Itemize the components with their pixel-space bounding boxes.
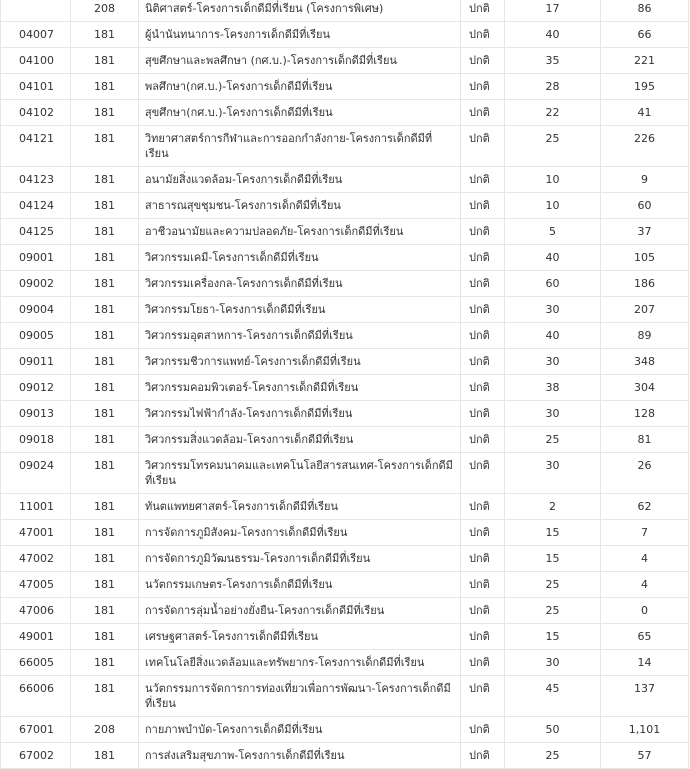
program-code-cell: 09004 (1, 297, 71, 323)
table-row (1, 167, 689, 193)
program-name-cell: วิศวกรรมโยธา-โครงการเด็กดีมีที่เรียน (139, 297, 461, 323)
program-type-cell: ปกติ (461, 494, 505, 520)
program-code-cell: 04121 (1, 126, 71, 167)
criteria-code-cell: 181 (71, 676, 139, 717)
quota-cell: 10 (505, 167, 601, 193)
program-code-cell: 04101 (1, 74, 71, 100)
program-type-cell: ปกติ (461, 401, 505, 427)
criteria-code-cell: 181 (71, 219, 139, 245)
program-type-cell: ปกติ (461, 297, 505, 323)
program-type-cell: ปกติ (461, 349, 505, 375)
table-row (1, 74, 689, 100)
table-row (1, 0, 689, 22)
table-row (1, 598, 689, 624)
program-type-cell: ปกติ (461, 375, 505, 401)
program-type-cell: ปกติ (461, 48, 505, 74)
program-type-cell: ปกติ (461, 427, 505, 453)
quota-cell: 25 (505, 743, 601, 769)
table-row (1, 427, 689, 453)
applicants-cell: 304 (601, 375, 689, 401)
program-name-cell: อนามัยสิ่งแวดล้อม-โครงการเด็กดีมีที่เรียน (139, 167, 461, 193)
quota-cell: 17 (505, 0, 601, 22)
applicants-cell: 89 (601, 323, 689, 349)
table-row (1, 126, 689, 167)
quota-cell: 30 (505, 297, 601, 323)
program-type-cell: ปกติ (461, 126, 505, 167)
program-type-cell: ปกติ (461, 650, 505, 676)
program-type-cell: ปกติ (461, 22, 505, 48)
criteria-code-cell: 181 (71, 100, 139, 126)
program-name-cell: สุขศึกษา(กศ.บ.)-โครงการเด็กดีมีที่เรียน (139, 100, 461, 126)
program-name-cell: วิศวกรรมเคมี-โครงการเด็กดีมีที่เรียน (139, 245, 461, 271)
quota-cell: 22 (505, 100, 601, 126)
program-type-cell: ปกติ (461, 453, 505, 494)
criteria-code-cell: 181 (71, 598, 139, 624)
program-name-cell: เทคโนโลยีสิ่งแวดล้อมและทรัพยากร-โครงการเด็กดีมีที่เรียน (139, 650, 461, 676)
table-row (1, 546, 689, 572)
table-row (1, 624, 689, 650)
program-code-cell: 47005 (1, 572, 71, 598)
program-type-cell: ปกติ (461, 323, 505, 349)
criteria-code-cell: 208 (71, 0, 139, 22)
quota-cell: 35 (505, 48, 601, 74)
table-row (1, 520, 689, 546)
criteria-code-cell: 181 (71, 427, 139, 453)
applicants-cell: 105 (601, 245, 689, 271)
program-code-cell: 67002 (1, 743, 71, 769)
applicants-cell: 37 (601, 219, 689, 245)
applicants-cell: 9 (601, 167, 689, 193)
table-row (1, 100, 689, 126)
table-row (1, 271, 689, 297)
applicants-cell: 66 (601, 22, 689, 48)
quota-cell: 45 (505, 676, 601, 717)
program-type-cell: ปกติ (461, 167, 505, 193)
program-code-cell: 66006 (1, 676, 71, 717)
criteria-code-cell: 181 (71, 650, 139, 676)
table-row (1, 375, 689, 401)
quota-cell: 40 (505, 245, 601, 271)
program-name-cell: กายภาพบำบัด-โครงการเด็กดีมีที่เรียน (139, 717, 461, 743)
program-type-cell: ปกติ (461, 572, 505, 598)
criteria-code-cell: 181 (71, 624, 139, 650)
program-name-cell: การจัดการลุ่มน้ำอย่างยั่งยืน-โครงการเด็กดีมีที่เรียน (139, 598, 461, 624)
applicants-cell: 226 (601, 126, 689, 167)
program-type-cell: ปกติ (461, 0, 505, 22)
program-name-cell: นิติศาสตร์-โครงการเด็กดีมีที่เรียน (โครงการพิเศษ) (139, 0, 461, 22)
criteria-code-cell: 181 (71, 453, 139, 494)
program-code-cell: 04100 (1, 48, 71, 74)
table-row (1, 401, 689, 427)
applicants-cell: 57 (601, 743, 689, 769)
quota-cell: 25 (505, 572, 601, 598)
program-name-cell: นวัตกรรมการจัดการการท่องเที่ยวเพื่อการพัฒนา-โครงการเด็กดีมีที่เรียน (139, 676, 461, 717)
quota-cell: 25 (505, 427, 601, 453)
program-name-cell: การจัดการภูมิวัฒนธรรม-โครงการเด็กดีมีที่เรียน (139, 546, 461, 572)
criteria-code-cell: 181 (71, 375, 139, 401)
program-type-cell: ปกติ (461, 245, 505, 271)
quota-cell: 30 (505, 453, 601, 494)
applicants-cell: 4 (601, 546, 689, 572)
quota-cell: 40 (505, 323, 601, 349)
program-type-cell: ปกติ (461, 520, 505, 546)
applicants-cell: 0 (601, 598, 689, 624)
criteria-code-cell: 181 (71, 74, 139, 100)
program-code-cell: 09011 (1, 349, 71, 375)
table-row (1, 717, 689, 743)
applicants-cell: 26 (601, 453, 689, 494)
quota-cell: 40 (505, 22, 601, 48)
program-name-cell: สาธารณสุขชุมชน-โครงการเด็กดีมีที่เรียน (139, 193, 461, 219)
applicants-cell: 81 (601, 427, 689, 453)
program-name-cell: เศรษฐศาสตร์-โครงการเด็กดีมีที่เรียน (139, 624, 461, 650)
program-name-cell: นวัตกรรมเกษตร-โครงการเด็กดีมีที่เรียน (139, 572, 461, 598)
applicants-cell: 137 (601, 676, 689, 717)
program-code-cell (1, 0, 71, 22)
program-code-cell: 04102 (1, 100, 71, 126)
table-row (1, 323, 689, 349)
criteria-code-cell: 181 (71, 126, 139, 167)
program-code-cell: 49001 (1, 624, 71, 650)
program-code-cell: 11001 (1, 494, 71, 520)
program-type-cell: ปกติ (461, 219, 505, 245)
criteria-code-cell: 181 (71, 22, 139, 48)
quota-cell: 30 (505, 349, 601, 375)
criteria-code-cell: 181 (71, 546, 139, 572)
quota-cell: 30 (505, 401, 601, 427)
program-name-cell: ผู้นำนันทนาการ-โครงการเด็กดีมีที่เรียน (139, 22, 461, 48)
program-name-cell: วิทยาศาสตร์การกีฬาและการออกกำลังกาย-โครงการเด็กดีมีที่เรียน (139, 126, 461, 167)
program-code-cell: 04124 (1, 193, 71, 219)
program-name-cell: สุขศึกษาและพลศึกษา (กศ.บ.)-โครงการเด็กดีมีที่เรียน (139, 48, 461, 74)
applicants-cell: 41 (601, 100, 689, 126)
program-type-cell: ปกติ (461, 743, 505, 769)
program-code-cell: 67001 (1, 717, 71, 743)
applicants-cell: 65 (601, 624, 689, 650)
criteria-code-cell: 181 (71, 520, 139, 546)
program-name-cell: วิศวกรรมเครื่องกล-โครงการเด็กดีมีที่เรียน (139, 271, 461, 297)
program-code-cell: 09018 (1, 427, 71, 453)
table-row (1, 297, 689, 323)
quota-cell: 60 (505, 271, 601, 297)
program-type-cell: ปกติ (461, 546, 505, 572)
criteria-code-cell: 181 (71, 167, 139, 193)
table-row (1, 650, 689, 676)
program-code-cell: 66005 (1, 650, 71, 676)
applicants-cell: 195 (601, 74, 689, 100)
applicants-cell: 1,101 (601, 717, 689, 743)
quota-cell: 15 (505, 546, 601, 572)
program-name-cell: ทันตแพทยศาสตร์-โครงการเด็กดีมีที่เรียน (139, 494, 461, 520)
program-code-cell: 47002 (1, 546, 71, 572)
program-name-cell: วิศวกรรมโทรคมนาคมและเทคโนโลยีสารสนเทศ-โครงการเด็กดีมีที่เรียน (139, 453, 461, 494)
applicants-cell: 207 (601, 297, 689, 323)
criteria-code-cell: 181 (71, 323, 139, 349)
program-name-cell: วิศวกรรมชีวการแพทย์-โครงการเด็กดีมีที่เรียน (139, 349, 461, 375)
program-name-cell: วิศวกรรมคอมพิวเตอร์-โครงการเด็กดีมีที่เรียน (139, 375, 461, 401)
applicants-cell: 4 (601, 572, 689, 598)
criteria-code-cell: 181 (71, 349, 139, 375)
quota-cell: 30 (505, 650, 601, 676)
criteria-code-cell: 181 (71, 245, 139, 271)
program-code-cell: 09001 (1, 245, 71, 271)
program-name-cell: การจัดการภูมิสังคม-โครงการเด็กดีมีที่เรียน (139, 520, 461, 546)
applicants-cell: 7 (601, 520, 689, 546)
quota-cell: 15 (505, 520, 601, 546)
program-code-cell: 04007 (1, 22, 71, 48)
program-type-cell: ปกติ (461, 100, 505, 126)
criteria-code-cell: 181 (71, 271, 139, 297)
quota-cell: 50 (505, 717, 601, 743)
table-row (1, 676, 689, 717)
program-type-cell: ปกติ (461, 624, 505, 650)
applicants-cell: 86 (601, 0, 689, 22)
quota-cell: 25 (505, 126, 601, 167)
table-row (1, 453, 689, 494)
quota-cell: 25 (505, 598, 601, 624)
quota-cell: 15 (505, 624, 601, 650)
program-code-cell: 04123 (1, 167, 71, 193)
program-code-cell: 09005 (1, 323, 71, 349)
quota-cell: 10 (505, 193, 601, 219)
criteria-code-cell: 181 (71, 48, 139, 74)
table-row (1, 349, 689, 375)
program-type-cell: ปกติ (461, 598, 505, 624)
applicants-cell: 221 (601, 48, 689, 74)
criteria-code-cell: 181 (71, 572, 139, 598)
program-name-cell: พลศึกษา(กศ.บ.)-โครงการเด็กดีมีที่เรียน (139, 74, 461, 100)
quota-cell: 38 (505, 375, 601, 401)
quota-cell: 2 (505, 494, 601, 520)
table-row (1, 48, 689, 74)
table-row (1, 22, 689, 48)
applicants-cell: 14 (601, 650, 689, 676)
quota-cell: 5 (505, 219, 601, 245)
program-code-cell: 09024 (1, 453, 71, 494)
applicants-cell: 62 (601, 494, 689, 520)
program-code-cell: 47001 (1, 520, 71, 546)
program-type-cell: ปกติ (461, 717, 505, 743)
table-row (1, 219, 689, 245)
criteria-code-cell: 181 (71, 743, 139, 769)
program-type-cell: ปกติ (461, 676, 505, 717)
criteria-code-cell: 208 (71, 717, 139, 743)
table-body (1, 0, 689, 769)
table-row (1, 494, 689, 520)
criteria-code-cell: 181 (71, 193, 139, 219)
program-code-cell: 47006 (1, 598, 71, 624)
program-code-cell: 09002 (1, 271, 71, 297)
criteria-code-cell: 181 (71, 494, 139, 520)
criteria-code-cell: 181 (71, 401, 139, 427)
table-row (1, 572, 689, 598)
program-name-cell: การส่งเสริมสุขภาพ-โครงการเด็กดีมีที่เรียน (139, 743, 461, 769)
program-name-cell: วิศวกรรมสิ่งแวดล้อม-โครงการเด็กดีมีที่เรียน (139, 427, 461, 453)
applicants-cell: 128 (601, 401, 689, 427)
criteria-code-cell: 181 (71, 297, 139, 323)
table-row (1, 245, 689, 271)
applicants-cell: 186 (601, 271, 689, 297)
program-name-cell: อาชีวอนามัยและความปลอดภัย-โครงการเด็กดีมีที่เรียน (139, 219, 461, 245)
program-type-cell: ปกติ (461, 193, 505, 219)
applicants-cell: 348 (601, 349, 689, 375)
program-type-cell: ปกติ (461, 271, 505, 297)
program-type-cell: ปกติ (461, 74, 505, 100)
program-name-cell: วิศวกรรมไฟฟ้ากำลัง-โครงการเด็กดีมีที่เรียน (139, 401, 461, 427)
program-code-cell: 04125 (1, 219, 71, 245)
program-name-cell: วิศวกรรมอุตสาหการ-โครงการเด็กดีมีที่เรียน (139, 323, 461, 349)
table-row (1, 193, 689, 219)
program-code-cell: 09013 (1, 401, 71, 427)
applicants-cell: 60 (601, 193, 689, 219)
program-code-cell: 09012 (1, 375, 71, 401)
quota-cell: 28 (505, 74, 601, 100)
